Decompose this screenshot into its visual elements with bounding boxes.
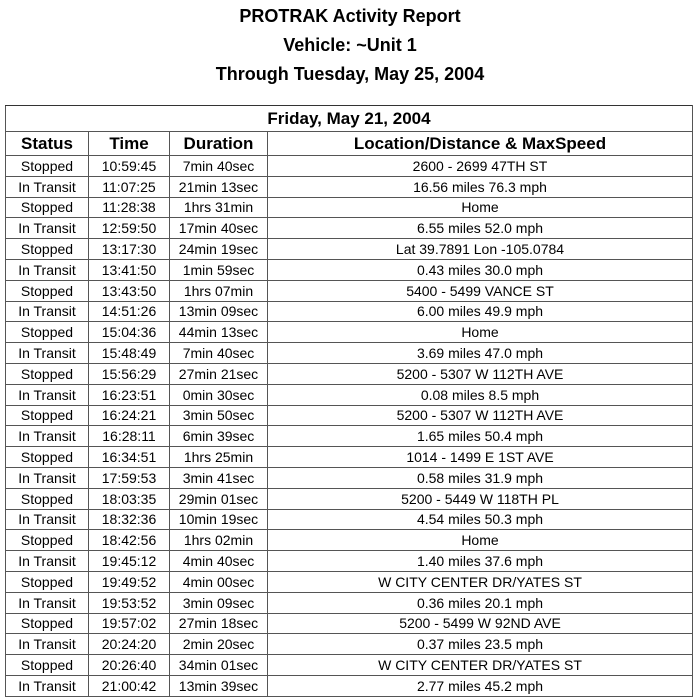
cell-time: 18:42:56 [89, 530, 170, 551]
cell-status: In Transit [6, 675, 89, 696]
table-row [6, 467, 693, 488]
cell-location: 0.58 miles 31.9 mph [268, 467, 693, 488]
cell-time: 13:43:50 [89, 280, 170, 301]
cell-location: 4.54 miles 50.3 mph [268, 509, 693, 530]
cell-duration: 3min 50sec [170, 405, 268, 426]
table-row [6, 613, 693, 634]
cell-status: Stopped [6, 571, 89, 592]
cell-duration: 1min 59sec [170, 259, 268, 280]
cell-status: Stopped [6, 363, 89, 384]
cell-time: 13:41:50 [89, 259, 170, 280]
cell-location: 5200 - 5307 W 112TH AVE [268, 363, 693, 384]
cell-time: 14:51:26 [89, 301, 170, 322]
cell-time: 18:03:35 [89, 488, 170, 509]
cell-status: In Transit [6, 176, 89, 197]
cell-duration: 10min 19sec [170, 509, 268, 530]
cell-location: 5400 - 5499 VANCE ST [268, 280, 693, 301]
table-row [6, 259, 693, 280]
cell-time: 15:04:36 [89, 322, 170, 343]
table-row [6, 239, 693, 260]
table-row [6, 655, 693, 676]
table-row [6, 509, 693, 530]
date-range-label: Through Tuesday, May 25, 2004 [215, 64, 485, 84]
cell-location: 2600 - 2699 47TH ST [268, 156, 693, 177]
cell-location: 3.69 miles 47.0 mph [268, 343, 693, 364]
cell-status: In Transit [6, 426, 89, 447]
cell-time: 16:28:11 [89, 426, 170, 447]
report-title: PROTRAK Activity Report [239, 6, 461, 26]
cell-status: In Transit [6, 384, 89, 405]
cell-location: Home [268, 322, 693, 343]
cell-duration: 13min 09sec [170, 301, 268, 322]
table-row [6, 675, 693, 696]
cell-status: Stopped [6, 156, 89, 177]
table-row [6, 301, 693, 322]
cell-time: 15:56:29 [89, 363, 170, 384]
cell-time: 19:49:52 [89, 571, 170, 592]
table-row [6, 592, 693, 613]
activity-table [5, 105, 693, 697]
cell-time: 17:59:53 [89, 467, 170, 488]
table-row [6, 322, 693, 343]
vehicle-label: Vehicle: ~Unit 1 [283, 35, 417, 55]
cell-status: In Transit [6, 634, 89, 655]
cell-duration: 44min 13sec [170, 322, 268, 343]
table-row [6, 405, 693, 426]
cell-duration: 1hrs 02min [170, 530, 268, 551]
cell-location: 1.65 miles 50.4 mph [268, 426, 693, 447]
cell-time: 20:24:20 [89, 634, 170, 655]
cell-location: 0.37 miles 23.5 mph [268, 634, 693, 655]
cell-duration: 0min 30sec [170, 384, 268, 405]
cell-duration: 1hrs 25min [170, 447, 268, 468]
cell-status: Stopped [6, 447, 89, 468]
cell-time: 16:23:51 [89, 384, 170, 405]
table-row [6, 551, 693, 572]
cell-status: In Transit [6, 301, 89, 322]
cell-location: Home [268, 197, 693, 218]
cell-duration: 34min 01sec [170, 655, 268, 676]
cell-duration: 3min 09sec [170, 592, 268, 613]
cell-duration: 27min 18sec [170, 613, 268, 634]
table-row [6, 447, 693, 468]
table-row [6, 634, 693, 655]
cell-duration: 21min 13sec [170, 176, 268, 197]
cell-status: In Transit [6, 551, 89, 572]
cell-location: W CITY CENTER DR/YATES ST [268, 655, 693, 676]
cell-status: In Transit [6, 259, 89, 280]
cell-location: 0.08 miles 8.5 mph [268, 384, 693, 405]
cell-status: Stopped [6, 655, 89, 676]
cell-status: In Transit [6, 343, 89, 364]
cell-status: Stopped [6, 405, 89, 426]
cell-time: 21:00:42 [89, 675, 170, 696]
cell-duration: 7min 40sec [170, 156, 268, 177]
table-row [6, 176, 693, 197]
table-row [6, 488, 693, 509]
cell-duration: 13min 39sec [170, 675, 268, 696]
cell-duration: 1hrs 07min [170, 280, 268, 301]
cell-status: Stopped [6, 530, 89, 551]
table-row [6, 571, 693, 592]
cell-duration: 27min 21sec [170, 363, 268, 384]
report-header [0, 0, 700, 89]
day-header-row [6, 106, 693, 132]
cell-duration: 2min 20sec [170, 634, 268, 655]
cell-time: 13:17:30 [89, 239, 170, 260]
table-row [6, 280, 693, 301]
cell-time: 11:07:25 [89, 176, 170, 197]
cell-location: 1014 - 1499 E 1ST AVE [268, 447, 693, 468]
column-header-duration: Duration [170, 132, 268, 156]
cell-status: In Transit [6, 467, 89, 488]
cell-location: 0.43 miles 30.0 mph [268, 259, 693, 280]
cell-location: 0.36 miles 20.1 mph [268, 592, 693, 613]
cell-location: 2.77 miles 45.2 mph [268, 675, 693, 696]
table-body [6, 156, 693, 697]
cell-time: 15:48:49 [89, 343, 170, 364]
cell-location: 6.55 miles 52.0 mph [268, 218, 693, 239]
cell-time: 19:45:12 [89, 551, 170, 572]
column-header-location: Location/Distance & MaxSpeed [268, 132, 693, 156]
cell-duration: 3min 41sec [170, 467, 268, 488]
cell-duration: 6min 39sec [170, 426, 268, 447]
cell-time: 18:32:36 [89, 509, 170, 530]
table-row [6, 530, 693, 551]
cell-time: 16:24:21 [89, 405, 170, 426]
table-row [6, 384, 693, 405]
cell-location: 5200 - 5307 W 112TH AVE [268, 405, 693, 426]
table-row [6, 426, 693, 447]
column-header-status: Status [6, 132, 89, 156]
cell-status: Stopped [6, 488, 89, 509]
table-row [6, 363, 693, 384]
cell-location: 5200 - 5449 W 118TH PL [268, 488, 693, 509]
cell-location: 1.40 miles 37.6 mph [268, 551, 693, 572]
cell-status: Stopped [6, 280, 89, 301]
cell-location: W CITY CENTER DR/YATES ST [268, 571, 693, 592]
cell-location: Home [268, 530, 693, 551]
cell-duration: 7min 40sec [170, 343, 268, 364]
cell-time: 19:57:02 [89, 613, 170, 634]
cell-duration: 24min 19sec [170, 239, 268, 260]
cell-location: Lat 39.7891 Lon -105.0784 [268, 239, 693, 260]
cell-time: 19:53:52 [89, 592, 170, 613]
table-row [6, 156, 693, 177]
cell-status: In Transit [6, 218, 89, 239]
cell-time: 10:59:45 [89, 156, 170, 177]
cell-time: 12:59:50 [89, 218, 170, 239]
cell-duration: 4min 00sec [170, 571, 268, 592]
cell-status: In Transit [6, 509, 89, 530]
cell-status: Stopped [6, 613, 89, 634]
cell-duration: 29min 01sec [170, 488, 268, 509]
cell-duration: 17min 40sec [170, 218, 268, 239]
column-header-time: Time [89, 132, 170, 156]
cell-status: Stopped [6, 197, 89, 218]
day-heading: Friday, May 21, 2004 [6, 106, 693, 132]
cell-location: 16.56 miles 76.3 mph [268, 176, 693, 197]
cell-status: Stopped [6, 239, 89, 260]
column-header-row [6, 132, 693, 156]
cell-location: 5200 - 5499 W 92ND AVE [268, 613, 693, 634]
cell-status: Stopped [6, 322, 89, 343]
cell-duration: 1hrs 31min [170, 197, 268, 218]
cell-time: 20:26:40 [89, 655, 170, 676]
cell-time: 11:28:38 [89, 197, 170, 218]
table-row [6, 343, 693, 364]
cell-location: 6.00 miles 49.9 mph [268, 301, 693, 322]
table-row [6, 218, 693, 239]
cell-status: In Transit [6, 592, 89, 613]
cell-duration: 4min 40sec [170, 551, 268, 572]
cell-time: 16:34:51 [89, 447, 170, 468]
table-row [6, 197, 693, 218]
